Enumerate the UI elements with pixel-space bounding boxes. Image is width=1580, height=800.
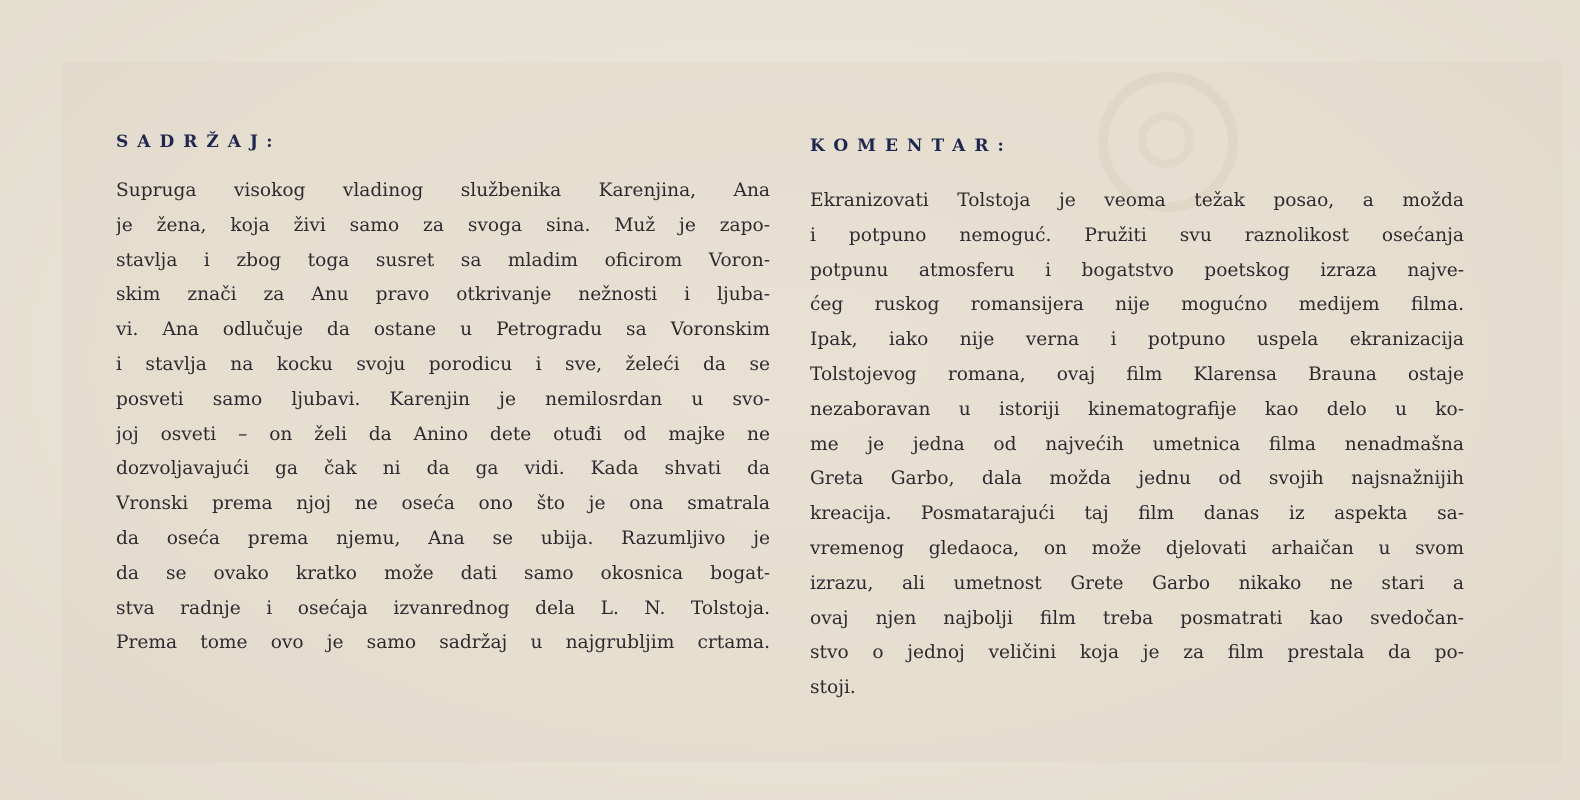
sadrzaj-heading: SADRŽAJ: xyxy=(116,132,282,152)
sadrzaj-line: da se ovako kratko može dati samo okosnica bogat- xyxy=(116,562,770,584)
komentar-line: Ekranizovati Tolstoja je veoma težak posao, a možda xyxy=(810,190,1464,211)
komentar-line: stoji. xyxy=(810,677,856,699)
sadrzaj-line: joj osveti – on želi da Anino dete otuđi od majke ne xyxy=(116,423,770,445)
komentar-line: stvo o jednoj veličini koja je za film prestala da po- xyxy=(810,642,1464,664)
sadrzaj-line: i stavlja na kocku svoju porodicu i sve, želeći da se xyxy=(116,353,770,375)
sadrzaj-line: je žena, koja živi samo za svoga sina. Muž je zapo- xyxy=(116,214,770,236)
komentar-body xyxy=(810,184,1464,706)
sadrzaj-line: Prema tome ovo je samo sadržaj u najgrubljim crtama. xyxy=(116,632,770,654)
komentar-line: potpunu atmosferu i bogatstvo poetskog izraza najve- xyxy=(810,259,1464,281)
komentar-line: Greta Garbo, dala možda jednu od svojih najsnažnijih xyxy=(810,468,1464,490)
sadrzaj-line: Supruga visokog vladinog službenika Karenjina, Ana xyxy=(116,180,770,201)
komentar-line: Ipak, iako nije verna i potpuno uspela ekranizacija xyxy=(810,329,1464,351)
komentar-line: me je jedna od najvećih umetnica filma nenadmašna xyxy=(810,433,1464,455)
sadrzaj-line: vi. Ana odlučuje da ostane u Petrogradu sa Voronskim xyxy=(116,319,770,341)
komentar-line: Tolstojevog romana, ovaj film Klarensa Brauna ostaje xyxy=(810,363,1464,385)
sadrzaj-line: dozvoljavajući ga čak ni da ga vidi. Kada shvati da xyxy=(116,458,770,480)
sadrzaj-line: stavlja i zbog toga susret sa mladim oficirom Voron- xyxy=(116,249,770,271)
komentar-line: izrazu, ali umetnost Grete Garbo nikako ne stari a xyxy=(810,572,1464,594)
komentar-section xyxy=(810,132,1464,706)
komentar-line: nezaboravan u istoriji kinematografije kao delo u ko- xyxy=(810,398,1464,420)
sadrzaj-line: da oseća prema njemu, Ana se ubija. Razumljivo je xyxy=(116,527,770,549)
komentar-heading: KOMENTAR: xyxy=(810,136,1013,156)
komentar-line: vremenog gledaoca, on može djelovati arhaičan u svom xyxy=(810,537,1464,559)
sadrzaj-line: stva radnje i osećaja izvanrednog dela L. N. Tolstoja. xyxy=(116,597,770,619)
komentar-line: i potpuno nemoguć. Pružiti svu raznolikost osećanja xyxy=(810,224,1464,246)
komentar-line: ovaj njen najbolji film treba posmatrati kao svedočan- xyxy=(810,607,1464,629)
sadrzaj-line: Vronski prema njoj ne oseća ono što je ona smatrala xyxy=(116,493,770,515)
komentar-line: kreacija. Posmatarajući taj film danas iz aspekta sa- xyxy=(810,503,1464,525)
komentar-line: ćeg ruskog romansijera nije mogućno medijem filma. xyxy=(810,294,1464,316)
sadrzaj-line: posveti samo ljubavi. Karenjin je nemilosrdan u svo- xyxy=(116,388,770,410)
sadrzaj-section xyxy=(116,132,770,661)
sadrzaj-body xyxy=(116,174,770,661)
sadrzaj-line: skim znači za Anu pravo otkrivanje nežnosti i ljuba- xyxy=(116,284,770,306)
